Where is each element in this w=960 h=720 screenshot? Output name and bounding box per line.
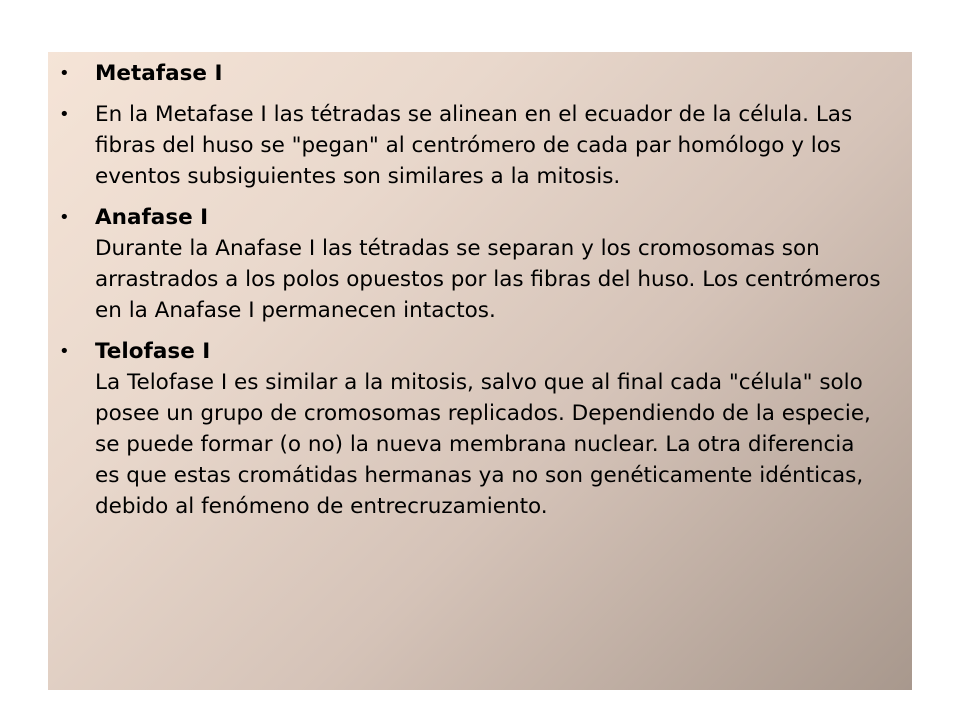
bullet-list [48, 58, 912, 532]
bullet-item-metafase-heading [48, 58, 912, 89]
slide-canvas [48, 52, 912, 690]
bullet-dot-icon: • [59, 63, 70, 84]
bullet-heading: Metafase I [95, 61, 223, 86]
bullet-text: La Telofase I es similar a la mitosis, salvo que al final cada "célula" solo posee un grupo de cromosomas replicados. Dependiendo de la especie, se puede formar (o no) la nueva membrana nuclear. La otra diferencia es que estas cromátidas hermanas ya no son genéticamente idénticas, debido al fenómeno de entrecruzamiento. [95, 370, 871, 519]
bullet-item-anafase [48, 202, 912, 326]
bullet-text: Durante la Anafase I las tétradas se separan y los cromosomas son arrastrados a los polos opuestos por las fibras del huso. Los centrómeros en la Anafase I permanecen intactos. [95, 236, 881, 323]
bullet-text: En la Metafase I las tétradas se alinean en el ecuador de la célula. Las fibras del huso se "pegan" al centrómero de cada par homólogo y los eventos subsiguientes son similares a la mitosis. [95, 102, 853, 189]
bullet-dot-icon: • [59, 341, 70, 362]
bullet-heading: Anafase I [95, 205, 209, 230]
bullet-item-telofase [48, 336, 912, 522]
bullet-dot-icon: • [59, 207, 70, 228]
bullet-dot-icon: • [59, 104, 70, 125]
bullet-heading: Telofase I [95, 339, 211, 364]
bullet-item-metafase-description [48, 99, 912, 192]
